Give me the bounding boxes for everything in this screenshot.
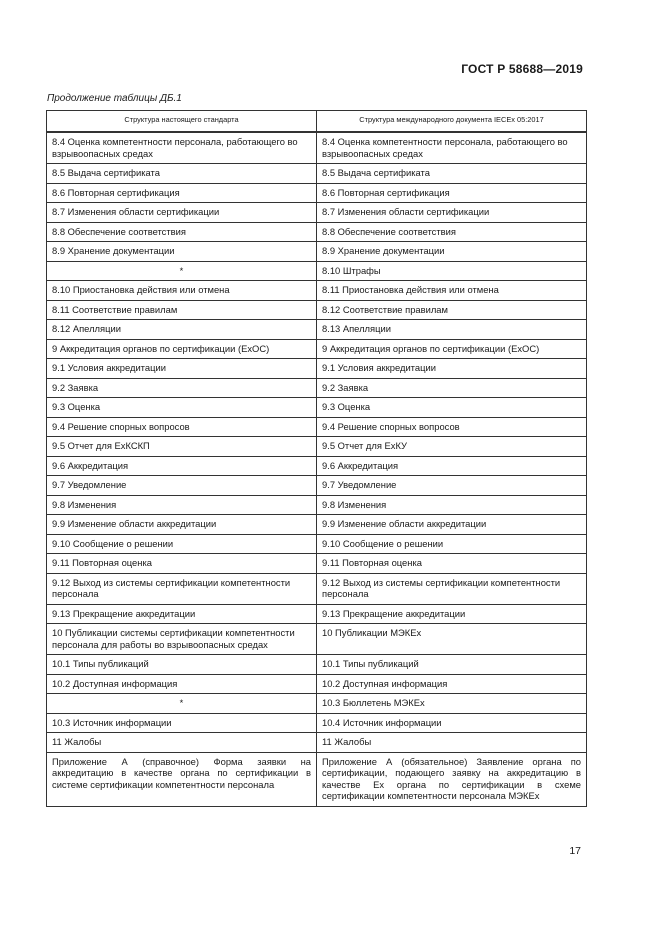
cell-international-structure: 9.9 Изменение области аккредитации — [317, 515, 587, 535]
table-row — [47, 476, 587, 496]
table-row — [47, 281, 587, 301]
cell-international-structure: 8.5 Выдача сертификата — [317, 164, 587, 184]
table-row — [47, 222, 587, 242]
cell-international-structure: 8.7 Изменения области сертификации — [317, 203, 587, 223]
table-row — [47, 495, 587, 515]
cell-national-structure: 8.11 Соответствие правилам — [47, 300, 317, 320]
cell-national-structure: 8.6 Повторная сертификация — [47, 183, 317, 203]
cell-national-structure: 9.10 Сообщение о решении — [47, 534, 317, 554]
cell-international-structure: 9.7 Уведомление — [317, 476, 587, 496]
cell-national-structure: 10.3 Источник информации — [47, 713, 317, 733]
column-header-international: Структура международного документа IECEx 05:2017 — [317, 111, 587, 133]
table-row — [47, 132, 587, 164]
cell-international-structure: 9.13 Прекращение аккредитации — [317, 604, 587, 624]
cell-national-structure: 8.5 Выдача сертификата — [47, 164, 317, 184]
page-number: 17 — [569, 845, 581, 857]
table-row — [47, 242, 587, 262]
table-row — [47, 534, 587, 554]
table-row — [47, 624, 587, 655]
document-code: ГОСТ Р 58688—2019 — [461, 62, 583, 76]
table-row — [47, 359, 587, 379]
table-row — [47, 655, 587, 675]
cell-international-structure: 9.3 Оценка — [317, 398, 587, 418]
cell-international-structure: 8.8 Обеспечение соответствия — [317, 222, 587, 242]
cell-national-structure: 9.2 Заявка — [47, 378, 317, 398]
table-row — [47, 164, 587, 184]
cell-national-structure: 9.5 Отчет для ExКСКП — [47, 437, 317, 457]
cell-international-structure: Приложение А (обязательное) Заявление органа по сертификации, подающего заявку на аккредитацию в качестве Ex органа по сертификации в схеме сертификации компетентности персонала МЭКЕх — [317, 752, 587, 806]
cell-international-structure: 8.12 Соответствие правилам — [317, 300, 587, 320]
table-row — [47, 713, 587, 733]
cell-international-structure: 8.13 Апелляции — [317, 320, 587, 340]
table-row — [47, 694, 587, 714]
table-row — [47, 515, 587, 535]
comparison-table — [46, 110, 587, 807]
cell-national-structure: 9.9 Изменение области аккредитации — [47, 515, 317, 535]
table-row — [47, 456, 587, 476]
cell-national-structure: 9.4 Решение спорных вопросов — [47, 417, 317, 437]
cell-international-structure: 11 Жалобы — [317, 733, 587, 753]
cell-international-structure: 8.6 Повторная сертификация — [317, 183, 587, 203]
cell-international-structure: 8.4 Оценка компетентности персонала, работающего во взрывоопасных средах — [317, 132, 587, 164]
table-row — [47, 437, 587, 457]
cell-national-structure: 10.1 Типы публикаций — [47, 655, 317, 675]
cell-national-structure: 9.8 Изменения — [47, 495, 317, 515]
cell-national-structure: 10 Публикации системы сертификации компетентности персонала для работы во взрывоопасных средах — [47, 624, 317, 655]
table-body — [47, 132, 587, 806]
cell-national-structure: 8.7 Изменения области сертификации — [47, 203, 317, 223]
cell-international-structure: 9.12 Выход из системы сертификации компетентности персонала — [317, 573, 587, 604]
cell-international-structure: 9.8 Изменения — [317, 495, 587, 515]
table-continuation-caption: Продолжение таблицы ДБ.1 — [47, 93, 182, 104]
table-row — [47, 674, 587, 694]
table-row — [47, 604, 587, 624]
cell-national-structure: * — [47, 694, 317, 714]
cell-national-structure: * — [47, 261, 317, 281]
cell-national-structure: 9.11 Повторная оценка — [47, 554, 317, 574]
cell-national-structure: 9.13 Прекращение аккредитации — [47, 604, 317, 624]
cell-international-structure: 10.2 Доступная информация — [317, 674, 587, 694]
table-row — [47, 554, 587, 574]
cell-international-structure: 10.3 Бюллетень МЭКЕх — [317, 694, 587, 714]
cell-international-structure: 10 Публикации МЭКЕх — [317, 624, 587, 655]
cell-international-structure: 9.4 Решение спорных вопросов — [317, 417, 587, 437]
cell-international-structure: 9.1 Условия аккредитации — [317, 359, 587, 379]
table-row — [47, 261, 587, 281]
cell-national-structure: 8.10 Приостановка действия или отмена — [47, 281, 317, 301]
column-header-national: Структура настоящего стандарта — [47, 111, 317, 133]
cell-international-structure: 8.11 Приостановка действия или отмена — [317, 281, 587, 301]
table-row — [47, 378, 587, 398]
table-row — [47, 183, 587, 203]
table-row — [47, 300, 587, 320]
table-row — [47, 339, 587, 359]
cell-international-structure: 9.10 Сообщение о решении — [317, 534, 587, 554]
table-row — [47, 733, 587, 753]
cell-national-structure: 9.3 Оценка — [47, 398, 317, 418]
table-row — [47, 417, 587, 437]
cell-national-structure: 8.12 Апелляции — [47, 320, 317, 340]
cell-national-structure: Приложение А (справочное) Форма заявки на аккредитацию в качестве органа по сертификации в системе сертификации компетентности персонала — [47, 752, 317, 806]
cell-national-structure: 9.7 Уведомление — [47, 476, 317, 496]
cell-international-structure: 10.1 Типы публикаций — [317, 655, 587, 675]
table-row — [47, 398, 587, 418]
cell-national-structure: 11 Жалобы — [47, 733, 317, 753]
cell-national-structure: 8.8 Обеспечение соответствия — [47, 222, 317, 242]
cell-national-structure: 9.1 Условия аккредитации — [47, 359, 317, 379]
cell-international-structure: 9.5 Отчет для ExКУ — [317, 437, 587, 457]
table-row — [47, 320, 587, 340]
cell-international-structure: 9.6 Аккредитация — [317, 456, 587, 476]
cell-national-structure: 9.6 Аккредитация — [47, 456, 317, 476]
cell-national-structure: 8.9 Хранение документации — [47, 242, 317, 262]
table-row — [47, 752, 587, 806]
cell-national-structure: 8.4 Оценка компетентности персонала, работающего во взрывоопасных средах — [47, 132, 317, 164]
table-header-row — [47, 111, 587, 133]
table-row — [47, 573, 587, 604]
cell-international-structure: 9.2 Заявка — [317, 378, 587, 398]
cell-national-structure: 9 Аккредитация органов по сертификации (ExOC) — [47, 339, 317, 359]
cell-international-structure: 10.4 Источник информации — [317, 713, 587, 733]
cell-international-structure: 9.11 Повторная оценка — [317, 554, 587, 574]
cell-international-structure: 9 Аккредитация органов по сертификации (ExOC) — [317, 339, 587, 359]
table-row — [47, 203, 587, 223]
cell-national-structure: 9.12 Выход из системы сертификации компетентности персонала — [47, 573, 317, 604]
cell-international-structure: 8.9 Хранение документации — [317, 242, 587, 262]
cell-national-structure: 10.2 Доступная информация — [47, 674, 317, 694]
cell-international-structure: 8.10 Штрафы — [317, 261, 587, 281]
